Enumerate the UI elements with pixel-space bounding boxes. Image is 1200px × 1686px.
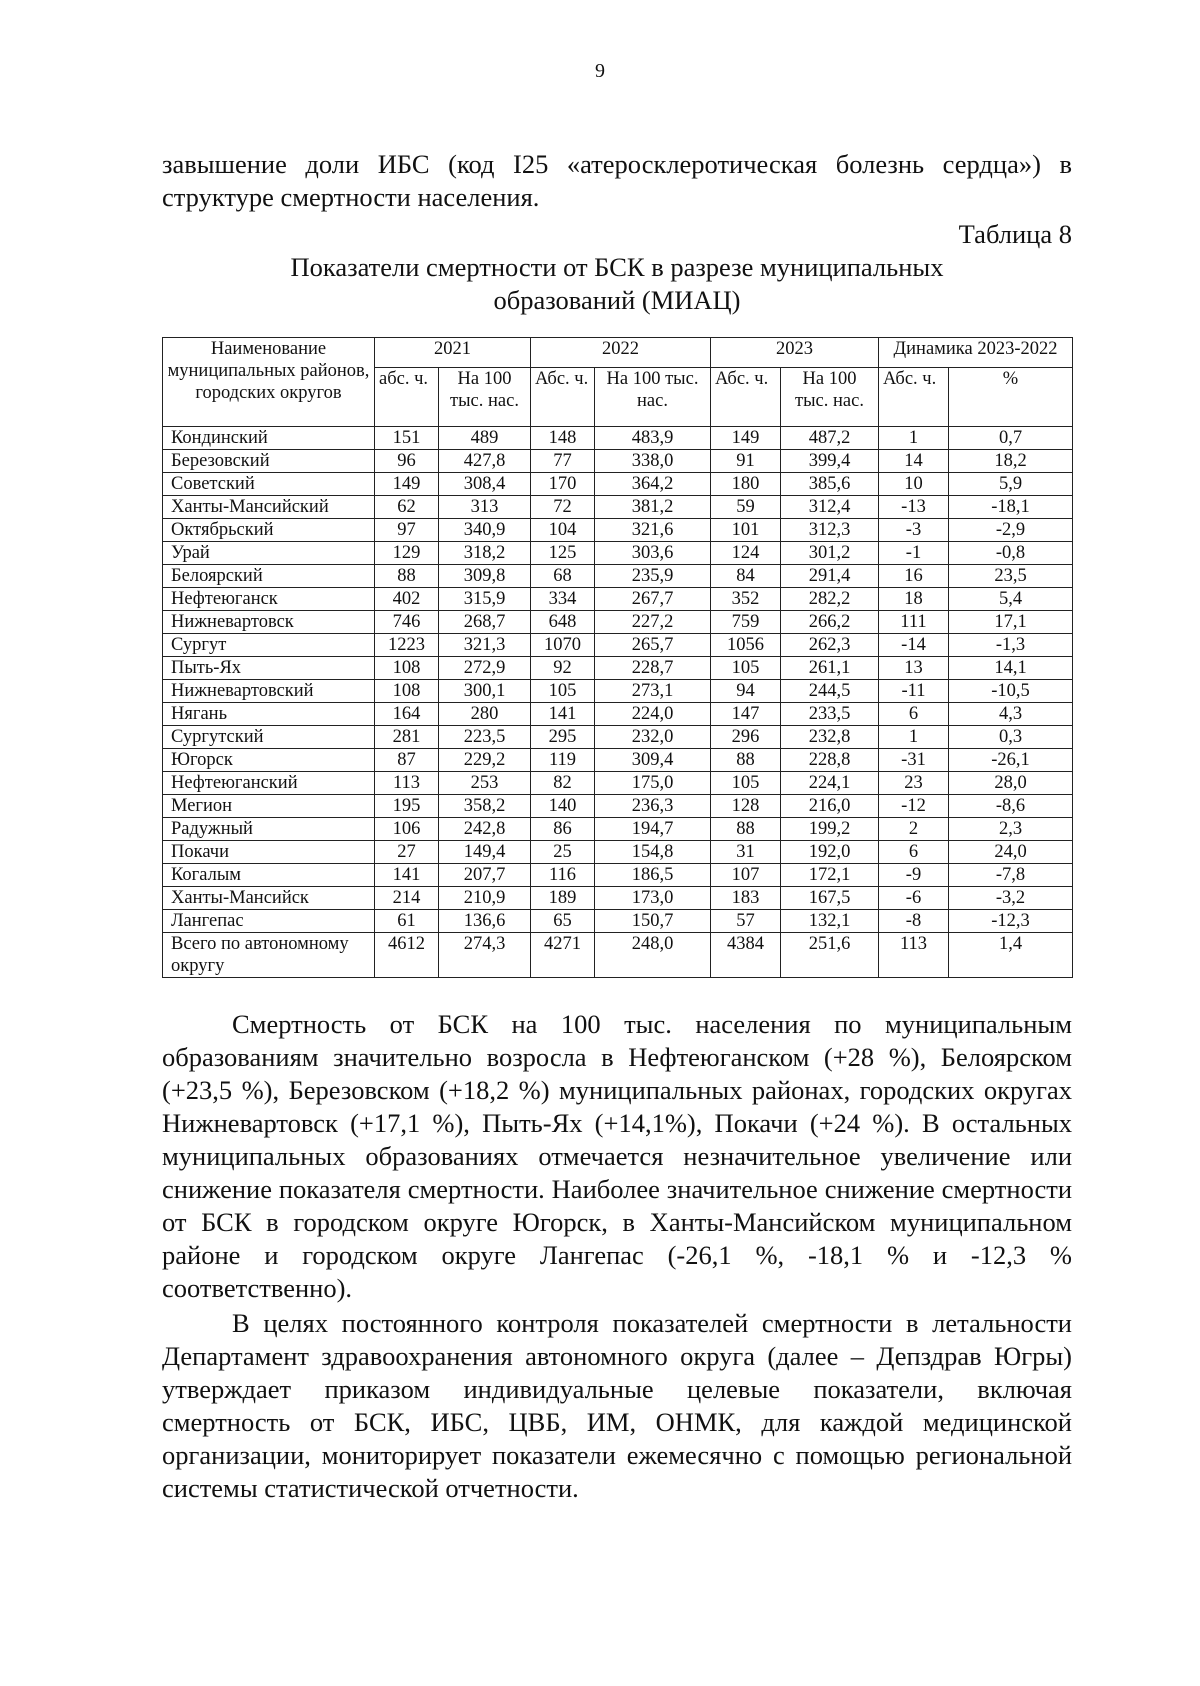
row-value-cell: 216,0 bbox=[781, 795, 879, 818]
row-value-cell: 183 bbox=[711, 887, 781, 910]
row-value-cell: 125 bbox=[531, 542, 595, 565]
row-value-cell: 65 bbox=[531, 910, 595, 933]
row-value-cell: 274,3 bbox=[439, 933, 531, 978]
table-body bbox=[163, 427, 1073, 978]
row-value-cell: 97 bbox=[375, 519, 439, 542]
row-value-cell: 14,1 bbox=[949, 657, 1073, 680]
row-value-cell: 167,5 bbox=[781, 887, 879, 910]
table-row bbox=[163, 772, 1073, 795]
row-value-cell: 272,9 bbox=[439, 657, 531, 680]
row-name-cell: Сургут bbox=[163, 634, 375, 657]
row-value-cell: 4384 bbox=[711, 933, 781, 978]
row-value-cell: 14 bbox=[879, 450, 949, 473]
row-value-cell: 224,0 bbox=[595, 703, 711, 726]
row-value-cell: 746 bbox=[375, 611, 439, 634]
row-value-cell: 72 bbox=[531, 496, 595, 519]
row-value-cell: 229,2 bbox=[439, 749, 531, 772]
header-year-2021: 2021 bbox=[375, 338, 531, 368]
table-title bbox=[162, 251, 1072, 317]
row-value-cell: 173,0 bbox=[595, 887, 711, 910]
row-value-cell: 88 bbox=[375, 565, 439, 588]
row-value-cell: 358,2 bbox=[439, 795, 531, 818]
row-name-cell: Ханты-Мансийский bbox=[163, 496, 375, 519]
row-value-cell: 87 bbox=[375, 749, 439, 772]
table-row bbox=[163, 657, 1073, 680]
row-value-cell: 194,7 bbox=[595, 818, 711, 841]
row-value-cell: 124 bbox=[711, 542, 781, 565]
row-value-cell: -8,6 bbox=[949, 795, 1073, 818]
table-row bbox=[163, 427, 1073, 450]
header-abs-2023: Абс. ч. bbox=[711, 368, 781, 427]
row-value-cell: 281 bbox=[375, 726, 439, 749]
row-value-cell: -26,1 bbox=[949, 749, 1073, 772]
row-value-cell: 312,3 bbox=[781, 519, 879, 542]
row-value-cell: -11 bbox=[879, 680, 949, 703]
row-name-cell: Березовский bbox=[163, 450, 375, 473]
row-value-cell: 312,4 bbox=[781, 496, 879, 519]
row-value-cell: -13 bbox=[879, 496, 949, 519]
row-name-cell: Ханты-Мансийск bbox=[163, 887, 375, 910]
row-value-cell: 309,8 bbox=[439, 565, 531, 588]
row-value-cell: -12,3 bbox=[949, 910, 1073, 933]
row-name-cell: Радужный bbox=[163, 818, 375, 841]
row-value-cell: 4612 bbox=[375, 933, 439, 978]
table-row bbox=[163, 680, 1073, 703]
row-name-cell: Когалым bbox=[163, 864, 375, 887]
table-row bbox=[163, 887, 1073, 910]
row-value-cell: 61 bbox=[375, 910, 439, 933]
row-value-cell: 487,2 bbox=[781, 427, 879, 450]
row-value-cell: 223,5 bbox=[439, 726, 531, 749]
row-value-cell: 13 bbox=[879, 657, 949, 680]
table-row bbox=[163, 864, 1073, 887]
row-value-cell: 16 bbox=[879, 565, 949, 588]
body-text bbox=[162, 1008, 1072, 1505]
row-name-cell: Урай bbox=[163, 542, 375, 565]
row-value-cell: 5,4 bbox=[949, 588, 1073, 611]
row-value-cell: 108 bbox=[375, 680, 439, 703]
row-value-cell: 300,1 bbox=[439, 680, 531, 703]
row-name-cell: Всего по автономному округу bbox=[163, 933, 375, 978]
row-value-cell: -2,9 bbox=[949, 519, 1073, 542]
header-abs-2022: Абс. ч. bbox=[531, 368, 595, 427]
row-value-cell: 291,4 bbox=[781, 565, 879, 588]
row-value-cell: 233,5 bbox=[781, 703, 879, 726]
row-name-cell: Кондинский bbox=[163, 427, 375, 450]
row-value-cell: 128 bbox=[711, 795, 781, 818]
row-value-cell: 352 bbox=[711, 588, 781, 611]
row-value-cell: -10,5 bbox=[949, 680, 1073, 703]
table-title-line-2: образований (МИАЦ) bbox=[493, 285, 741, 315]
header-abs-dynamics: Абс. ч. bbox=[879, 368, 949, 427]
row-value-cell: 242,8 bbox=[439, 818, 531, 841]
row-value-cell: 4271 bbox=[531, 933, 595, 978]
row-value-cell: 23,5 bbox=[949, 565, 1073, 588]
row-value-cell: 2,3 bbox=[949, 818, 1073, 841]
row-value-cell: 228,8 bbox=[781, 749, 879, 772]
row-value-cell: 23 bbox=[879, 772, 949, 795]
row-value-cell: 92 bbox=[531, 657, 595, 680]
row-value-cell: 309,4 bbox=[595, 749, 711, 772]
row-value-cell: 0,3 bbox=[949, 726, 1073, 749]
row-value-cell: 149 bbox=[711, 427, 781, 450]
row-value-cell: 273,1 bbox=[595, 680, 711, 703]
table-row bbox=[163, 818, 1073, 841]
row-value-cell: 334 bbox=[531, 588, 595, 611]
row-value-cell: 303,6 bbox=[595, 542, 711, 565]
row-value-cell: 227,2 bbox=[595, 611, 711, 634]
row-value-cell: 10 bbox=[879, 473, 949, 496]
table-row bbox=[163, 795, 1073, 818]
row-value-cell: 106 bbox=[375, 818, 439, 841]
row-name-cell: Нижневартовск bbox=[163, 611, 375, 634]
row-value-cell: 101 bbox=[711, 519, 781, 542]
row-value-cell: 295 bbox=[531, 726, 595, 749]
table-row bbox=[163, 841, 1073, 864]
table-row bbox=[163, 588, 1073, 611]
row-value-cell: 248,0 bbox=[595, 933, 711, 978]
row-value-cell: 251,6 bbox=[781, 933, 879, 978]
page-number: 9 bbox=[595, 60, 605, 82]
row-value-cell: 427,8 bbox=[439, 450, 531, 473]
row-value-cell: 164 bbox=[375, 703, 439, 726]
table-row bbox=[163, 542, 1073, 565]
row-value-cell: -1,3 bbox=[949, 634, 1073, 657]
row-value-cell: 265,7 bbox=[595, 634, 711, 657]
row-name-cell: Нягань bbox=[163, 703, 375, 726]
row-value-cell: 148 bbox=[531, 427, 595, 450]
row-value-cell: -3 bbox=[879, 519, 949, 542]
table-row bbox=[163, 749, 1073, 772]
row-value-cell: 195 bbox=[375, 795, 439, 818]
row-value-cell: 315,9 bbox=[439, 588, 531, 611]
row-value-cell: 232,8 bbox=[781, 726, 879, 749]
row-value-cell: 86 bbox=[531, 818, 595, 841]
row-value-cell: 267,7 bbox=[595, 588, 711, 611]
row-value-cell: 88 bbox=[711, 749, 781, 772]
row-value-cell: -0,8 bbox=[949, 542, 1073, 565]
table-row bbox=[163, 565, 1073, 588]
row-value-cell: 57 bbox=[711, 910, 781, 933]
row-value-cell: 4,3 bbox=[949, 703, 1073, 726]
row-name-cell: Югорск bbox=[163, 749, 375, 772]
row-value-cell: 338,0 bbox=[595, 450, 711, 473]
row-value-cell: 96 bbox=[375, 450, 439, 473]
header-name-column: Наименование муниципальных районов, городских округов bbox=[163, 338, 375, 427]
row-value-cell: 18,2 bbox=[949, 450, 1073, 473]
row-value-cell: 105 bbox=[711, 772, 781, 795]
table-number: Таблица 8 bbox=[958, 219, 1072, 249]
row-value-cell: 132,1 bbox=[781, 910, 879, 933]
row-value-cell: 253 bbox=[439, 772, 531, 795]
row-value-cell: -31 bbox=[879, 749, 949, 772]
header-year-2022: 2022 bbox=[531, 338, 711, 368]
row-value-cell: -18,1 bbox=[949, 496, 1073, 519]
row-value-cell: 236,3 bbox=[595, 795, 711, 818]
row-value-cell: 232,0 bbox=[595, 726, 711, 749]
row-value-cell: -14 bbox=[879, 634, 949, 657]
row-value-cell: 192,0 bbox=[781, 841, 879, 864]
row-value-cell: 108 bbox=[375, 657, 439, 680]
table-title-line-1: Показатели смертности от БСК в разрезе муниципальных bbox=[290, 252, 944, 282]
row-name-cell: Октябрьский bbox=[163, 519, 375, 542]
row-value-cell: 224,1 bbox=[781, 772, 879, 795]
table-row bbox=[163, 726, 1073, 749]
header-rate-2022: На 100 тыс. нас. bbox=[595, 368, 711, 427]
row-value-cell: 105 bbox=[531, 680, 595, 703]
row-value-cell: 107 bbox=[711, 864, 781, 887]
row-value-cell: 147 bbox=[711, 703, 781, 726]
header-year-2023: 2023 bbox=[711, 338, 879, 368]
row-value-cell: 68 bbox=[531, 565, 595, 588]
row-value-cell: 77 bbox=[531, 450, 595, 473]
row-value-cell: 262,3 bbox=[781, 634, 879, 657]
header-dynamics: Динамика 2023-2022 bbox=[879, 338, 1073, 368]
row-value-cell: 180 bbox=[711, 473, 781, 496]
header-rate-2023: На 100 тыс. нас. bbox=[781, 368, 879, 427]
header-abs-2021: абс. ч. bbox=[375, 368, 439, 427]
row-value-cell: 31 bbox=[711, 841, 781, 864]
row-name-cell: Нефтеюганский bbox=[163, 772, 375, 795]
row-value-cell: 2 bbox=[879, 818, 949, 841]
row-name-cell: Нижневартовский bbox=[163, 680, 375, 703]
intro-paragraph: завышение доли ИБС (код I25 «атеросклеротическая болезнь сердца») в структуре смертности населения. bbox=[162, 149, 1072, 212]
row-value-cell: 5,9 bbox=[949, 473, 1073, 496]
row-value-cell: 385,6 bbox=[781, 473, 879, 496]
row-value-cell: 228,7 bbox=[595, 657, 711, 680]
row-value-cell: 301,2 bbox=[781, 542, 879, 565]
row-value-cell: 282,2 bbox=[781, 588, 879, 611]
row-value-cell: 62 bbox=[375, 496, 439, 519]
table-row bbox=[163, 450, 1073, 473]
row-value-cell: 186,5 bbox=[595, 864, 711, 887]
row-value-cell: 18 bbox=[879, 588, 949, 611]
row-value-cell: 28,0 bbox=[949, 772, 1073, 795]
row-value-cell: 6 bbox=[879, 703, 949, 726]
row-value-cell: 321,6 bbox=[595, 519, 711, 542]
table-row bbox=[163, 910, 1073, 933]
row-value-cell: 17,1 bbox=[949, 611, 1073, 634]
row-name-cell: Сургутский bbox=[163, 726, 375, 749]
row-value-cell: 24,0 bbox=[949, 841, 1073, 864]
row-value-cell: 313 bbox=[439, 496, 531, 519]
row-value-cell: 399,4 bbox=[781, 450, 879, 473]
row-value-cell: 119 bbox=[531, 749, 595, 772]
row-value-cell: 141 bbox=[375, 864, 439, 887]
row-value-cell: 91 bbox=[711, 450, 781, 473]
row-value-cell: 1 bbox=[879, 726, 949, 749]
table-row bbox=[163, 473, 1073, 496]
row-value-cell: 244,5 bbox=[781, 680, 879, 703]
row-value-cell: 261,1 bbox=[781, 657, 879, 680]
paragraph-2: В целях постоянного контроля показателей смертности в летальности Департамент здравоохранения автономного округа (далее – Депздрав Югры) утверждает приказом индивидуальные целевые показатели, включая смертность от БСК, ИБС, ЦВБ, ИМ, ОНМК, для каждой медицинской организации, мониторирует показатели ежемесячно с помощью региональной системы статистической отчетности. bbox=[162, 1308, 1072, 1503]
header-pct-dynamics: % bbox=[949, 368, 1073, 427]
row-name-cell: Мегион bbox=[163, 795, 375, 818]
row-value-cell: 6 bbox=[879, 841, 949, 864]
row-value-cell: 175,0 bbox=[595, 772, 711, 795]
row-value-cell: 296 bbox=[711, 726, 781, 749]
row-value-cell: 280 bbox=[439, 703, 531, 726]
row-value-cell: 149 bbox=[375, 473, 439, 496]
row-value-cell: 1070 bbox=[531, 634, 595, 657]
row-value-cell: 154,8 bbox=[595, 841, 711, 864]
row-value-cell: 59 bbox=[711, 496, 781, 519]
row-value-cell: 268,7 bbox=[439, 611, 531, 634]
row-name-cell: Белоярский bbox=[163, 565, 375, 588]
row-name-cell: Советский bbox=[163, 473, 375, 496]
row-value-cell: 150,7 bbox=[595, 910, 711, 933]
row-value-cell: -8 bbox=[879, 910, 949, 933]
row-value-cell: 199,2 bbox=[781, 818, 879, 841]
row-value-cell: 129 bbox=[375, 542, 439, 565]
row-value-cell: 104 bbox=[531, 519, 595, 542]
row-value-cell: -3,2 bbox=[949, 887, 1073, 910]
row-value-cell: 489 bbox=[439, 427, 531, 450]
row-value-cell: 116 bbox=[531, 864, 595, 887]
row-value-cell: 1056 bbox=[711, 634, 781, 657]
row-value-cell: -9 bbox=[879, 864, 949, 887]
row-value-cell: 364,2 bbox=[595, 473, 711, 496]
row-value-cell: 140 bbox=[531, 795, 595, 818]
table-row bbox=[163, 496, 1073, 519]
row-value-cell: 308,4 bbox=[439, 473, 531, 496]
mortality-table bbox=[162, 337, 1073, 978]
row-value-cell: 1,4 bbox=[949, 933, 1073, 978]
row-value-cell: 402 bbox=[375, 588, 439, 611]
row-value-cell: 82 bbox=[531, 772, 595, 795]
row-value-cell: 84 bbox=[711, 565, 781, 588]
row-value-cell: 1223 bbox=[375, 634, 439, 657]
row-value-cell: -6 bbox=[879, 887, 949, 910]
row-value-cell: -7,8 bbox=[949, 864, 1073, 887]
row-value-cell: 136,6 bbox=[439, 910, 531, 933]
row-value-cell: -1 bbox=[879, 542, 949, 565]
row-value-cell: 210,9 bbox=[439, 887, 531, 910]
row-value-cell: 266,2 bbox=[781, 611, 879, 634]
table-row bbox=[163, 634, 1073, 657]
row-value-cell: 318,2 bbox=[439, 542, 531, 565]
row-value-cell: 25 bbox=[531, 841, 595, 864]
row-value-cell: -12 bbox=[879, 795, 949, 818]
table-row-total bbox=[163, 933, 1073, 978]
page-content bbox=[162, 148, 1072, 1505]
table-header-row-1 bbox=[163, 338, 1073, 368]
row-value-cell: 151 bbox=[375, 427, 439, 450]
row-value-cell: 172,1 bbox=[781, 864, 879, 887]
header-rate-2021: На 100 тыс. нас. bbox=[439, 368, 531, 427]
row-value-cell: 149,4 bbox=[439, 841, 531, 864]
row-name-cell: Покачи bbox=[163, 841, 375, 864]
row-value-cell: 207,7 bbox=[439, 864, 531, 887]
row-name-cell: Нефтеюганск bbox=[163, 588, 375, 611]
table-row bbox=[163, 519, 1073, 542]
row-value-cell: 321,3 bbox=[439, 634, 531, 657]
table-row bbox=[163, 611, 1073, 634]
row-value-cell: 94 bbox=[711, 680, 781, 703]
row-value-cell: 189 bbox=[531, 887, 595, 910]
row-value-cell: 340,9 bbox=[439, 519, 531, 542]
table-row bbox=[163, 703, 1073, 726]
row-name-cell: Лангепас bbox=[163, 910, 375, 933]
row-value-cell: 27 bbox=[375, 841, 439, 864]
row-name-cell: Пыть-Ях bbox=[163, 657, 375, 680]
row-value-cell: 759 bbox=[711, 611, 781, 634]
row-value-cell: 1 bbox=[879, 427, 949, 450]
row-value-cell: 170 bbox=[531, 473, 595, 496]
row-value-cell: 111 bbox=[879, 611, 949, 634]
row-value-cell: 235,9 bbox=[595, 565, 711, 588]
row-value-cell: 381,2 bbox=[595, 496, 711, 519]
paragraph-1: Смертность от БСК на 100 тыс. населения по муниципальным образованиям значительно возросла в Нефтеюганском (+28 %), Белоярском (+23,5 %), Березовском (+18,2 %) муниципальных районах, городских округах Нижневартовск (+17,1 %), Пыть-Ях (+14,1%), Покачи (+24 %). В остальных муниципальных образованиях отмечается незначительное увеличение или снижение показателя смертности. Наиболее значительное снижение смертности от БСК в городском округе Югорск, в Ханты-Мансийском муниципальном районе и городском округе Лангепас (-26,1 %, -18,1 % и -12,3 % соответственно). bbox=[162, 1009, 1072, 1303]
row-value-cell: 483,9 bbox=[595, 427, 711, 450]
row-value-cell: 105 bbox=[711, 657, 781, 680]
row-value-cell: 648 bbox=[531, 611, 595, 634]
row-value-cell: 88 bbox=[711, 818, 781, 841]
row-value-cell: 113 bbox=[375, 772, 439, 795]
row-value-cell: 0,7 bbox=[949, 427, 1073, 450]
row-value-cell: 141 bbox=[531, 703, 595, 726]
row-value-cell: 113 bbox=[879, 933, 949, 978]
row-value-cell: 214 bbox=[375, 887, 439, 910]
